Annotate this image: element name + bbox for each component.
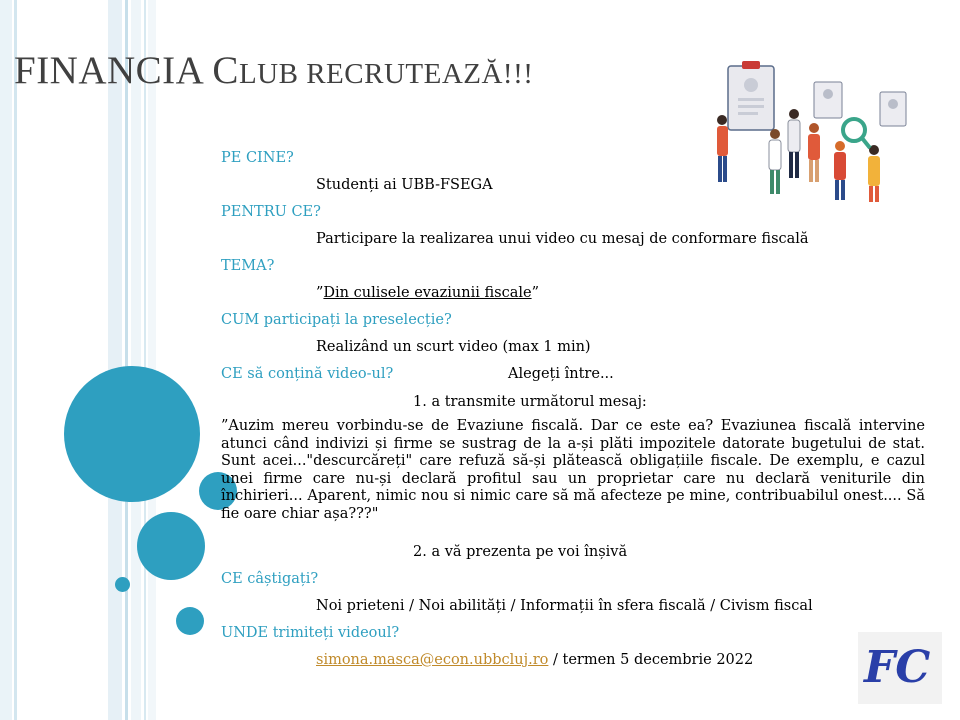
logo-icon: [858, 632, 942, 704]
decor-stripe: [144, 0, 146, 720]
deadline-text: / termen 5 decembrie 2022: [548, 652, 754, 668]
answer-who: Studenți ai UBB-FSEGA: [316, 177, 493, 193]
question-content: CE să conțină video-ul?: [221, 366, 394, 382]
option-2: 2. a vă prezenta pe voi înșivă: [413, 544, 628, 560]
content-choose: Alegeți între...: [508, 366, 614, 382]
decor-stripe: [108, 0, 122, 720]
decor-stripe: [0, 0, 12, 720]
financia-club-logo: [858, 632, 942, 704]
answer-where: [316, 652, 753, 668]
answer-why: Participare la realizarea unui video cu mesaj de conformare fiscală: [316, 231, 809, 247]
decor-circle: [115, 577, 130, 592]
decor-stripe: [131, 0, 141, 720]
page-title: [14, 48, 533, 93]
decor-stripe: [148, 0, 156, 720]
question-gain: CE câștigați?: [221, 571, 319, 587]
decor-circle: [176, 607, 204, 635]
logo-text: FC: [864, 642, 931, 693]
theme-open-quote: ”: [316, 285, 324, 301]
title-part1: FINANCIA C: [14, 49, 239, 92]
answer-gain: Noi prieteni / Noi abilități / Informații în sfera fiscală / Civism fiscal: [316, 598, 813, 614]
question-who: PE CINE?: [221, 150, 294, 166]
recruitment-illustration: [706, 52, 912, 212]
decor-stripe: [14, 0, 17, 720]
theme-text: Din culisele evaziunii fiscale: [323, 285, 532, 301]
title-part2: LUB RECRUTEAZĂ!!!: [238, 58, 534, 90]
theme-close-quote: ”: [531, 285, 539, 301]
message-text: ”Auzim mereu vorbindu-se de Evaziune fiscală. Dar ce este ea? Evaziunea fiscală intervine atunci când indivizi și firme se sustrag de la a-și plăti impozitele datorate bugetului de stat. Sunt acei..."descurcăreți" care refuză să-și plătească obligațiile fiscale. De exemplu, e cazul unei firme care nu-și declară profitul sau un proprietar care nu declară veniturile din închirieri... Aparent, nimic nou si nimic care să mă afecteze pe mine, contribuabilul onest.... Să fie oare chiar așa???": [221, 418, 925, 522]
question-how: CUM participați la preselecție?: [221, 312, 452, 328]
answer-theme: [316, 285, 539, 301]
decor-circle-large: [64, 366, 200, 502]
decor-stripe: [125, 0, 128, 720]
question-where: UNDE trimiteți videoul?: [221, 625, 400, 641]
question-theme: TEMA?: [221, 258, 275, 274]
question-why: PENTRU CE?: [221, 204, 321, 220]
decor-circle: [137, 512, 205, 580]
option-1: 1. a transmite următorul mesaj:: [413, 394, 647, 410]
email-link[interactable]: simona.masca@econ.ubbcluj.ro: [316, 652, 549, 668]
answer-how: Realizând un scurt video (max 1 min): [316, 339, 591, 355]
